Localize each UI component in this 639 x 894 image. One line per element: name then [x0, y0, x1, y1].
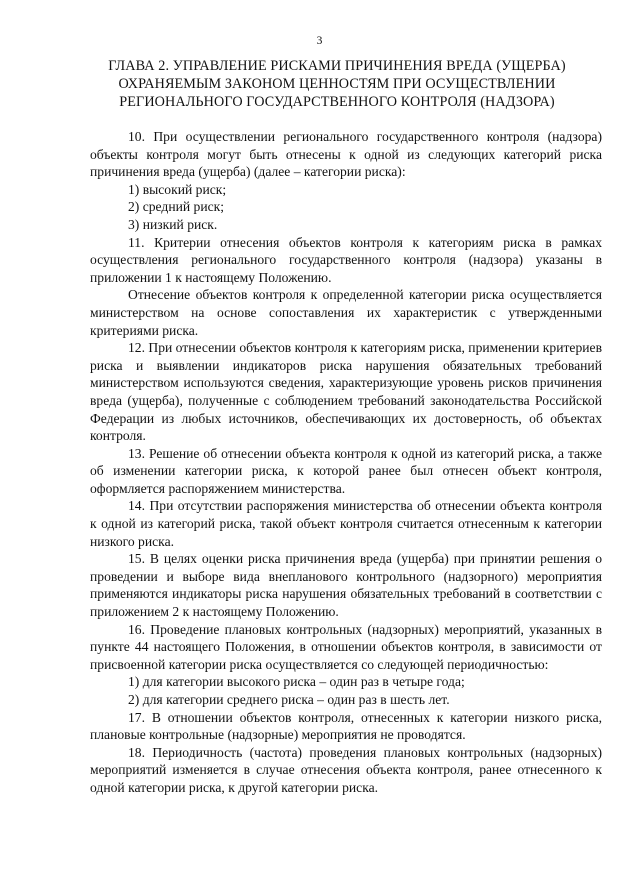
list-item-medium-risk-period: 2) для категории среднего риска – один раз в шесть лет. [128, 692, 450, 707]
list-item-medium-risk: 2) средний риск; [128, 199, 225, 215]
paragraph-10: 10. При осуществлении регионального государственного контроля (надзора) объекты контроля могут быть отнесены к одной из следующих категорий риска причинения вреда (ущерба) (далее – категории риска): [90, 129, 602, 180]
paragraph-17: 17. В отношении объектов контроля, отнесенных к категории низкого риска, плановые контрольные (надзорные) мероприятия не проводятся. [90, 709, 602, 743]
list-item-high-risk-period: 1) для категории высокого риска – один раз в четыре года; [128, 674, 465, 690]
chapter-title-line: РЕГИОНАЛЬНОГО ГОСУДАРСТВЕННОГО КОНТРОЛЯ (НАДЗОРА) [119, 94, 555, 110]
page-number: 3 [316, 35, 323, 47]
chapter-title [86, 57, 588, 111]
paragraph-11: 11. Критерии отнесения объектов контроля к категориям риска в рамках осуществления регионального государственного контроля (надзора) указаны в приложении 1 к настоящему Положению. [90, 234, 602, 285]
chapter-title-line: ОХРАНЯЕМЫМ ЗАКОНОМ ЦЕННОСТЯМ ПРИ ОСУЩЕСТВЛЕНИИ [118, 76, 556, 92]
paragraph-16: 16. Проведение плановых контрольных (надзорных) мероприятий, указанных в пункте 44 настоящего Положения, в отношении объектов контроля, в зависимости от присвоенной категории риска осуществляется со следующей периодичностью: [90, 621, 602, 672]
list-item-low-risk: 3) низкий риск. [128, 216, 218, 232]
document-body [90, 128, 602, 797]
paragraph-13: 13. Решение об отнесении объекта контроля к одной из категорий риска, а также об изменении категории риска, к которой ранее был отнесен объект контроля, оформляется распоряжением министерства. [90, 445, 602, 496]
paragraph-12: 12. При отнесении объектов контроля к категориям риска, применении критериев риска и выявлении индикаторов риска нарушения обязательных требований министерством используются сведения, характеризующие уровень рисков причинения вреда (ущерба), полученные с соблюдением требований законодательства Российской Федерации из любых источников, обеспечивающих их достоверность, об объектах контроля. [90, 340, 602, 444]
chapter-title-line: ГЛАВА 2. УПРАВЛЕНИЕ РИСКАМИ ПРИЧИНЕНИЯ ВРЕДА (УЩЕРБА) [108, 58, 566, 74]
paragraph-14: 14. При отсутствии распоряжения министерства об отнесении объекта контроля к одной из категорий риска, такой объект контроля считается отнесенным к категории низкого риска. [90, 498, 602, 549]
paragraph-15: 15. В целях оценки риска причинения вреда (ущерба) при принятии решения о проведении и выборе вида внепланового контрольного (надзорного) мероприятия применяются индикаторы риска нарушения обязательных требований в соответствии с приложением 2 к настоящему Положению. [90, 551, 602, 620]
paragraph-18: 18. Периодичность (частота) проведения плановых контрольных (надзорных) мероприятий изменяется в случае отнесения объекта контроля, ранее отнесенного к одной категории риска, к другой категории риска. [90, 744, 602, 795]
paragraph-11-continued: Отнесение объектов контроля к определенной категории риска осуществляется министерством на основе сопоставления их характеристик с утвержденными критериями риска. [90, 287, 602, 338]
list-item-high-risk: 1) высокий риск; [128, 181, 227, 197]
